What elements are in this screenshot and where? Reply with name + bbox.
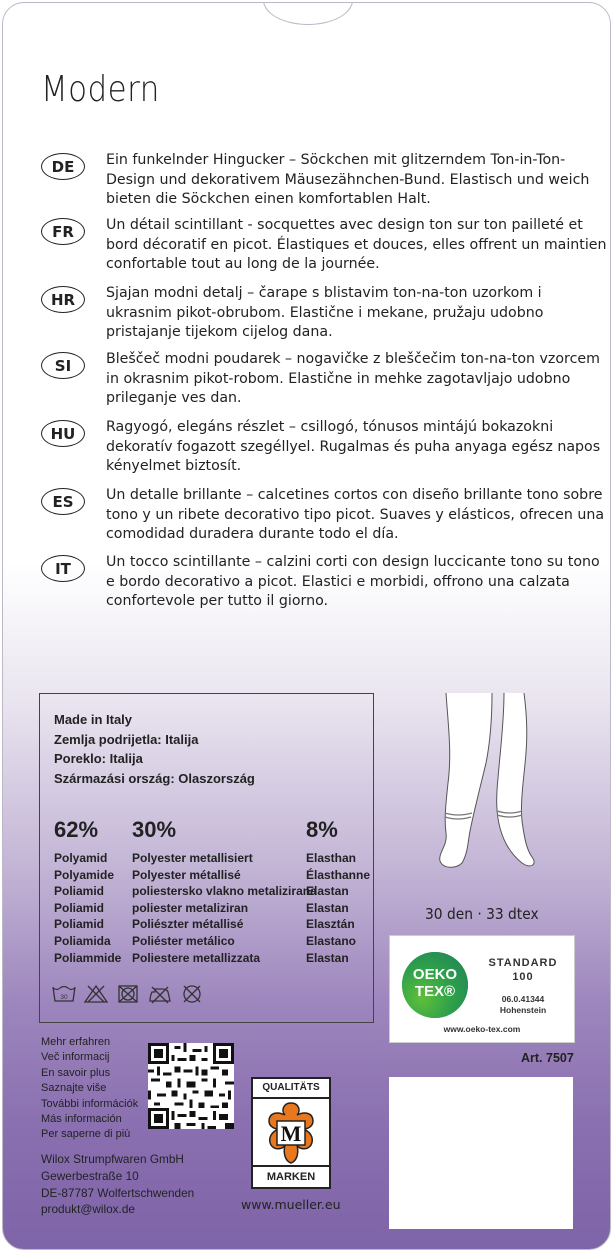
lang-text: Un detalle brillante – calcetines cortos con diseño brillante tono sobre tono y un ribete decorativo tipo picot. Suaves y elásticos, ofrecen una comodidad duradera durante todo el día. [106,487,605,542]
more-info-line: Mehr erfahren [41,1036,111,1048]
qualitaets-marken-logo [251,1077,331,1189]
oeko-cert-number: 06.0.41344 [501,994,545,1004]
composition-box [39,693,374,1023]
percent-elasthan: 8% [306,817,338,842]
qualitaets-letter: M [280,1121,302,1146]
article-number: Art. 7507 [521,1051,574,1065]
fiber-name: poliester metaliziran [132,900,249,915]
fiber-name: Poliamid [54,884,105,899]
product-card [2,2,611,1250]
oeko-line1: OEKO [412,966,458,983]
origin-line: Made in Italy [54,712,133,727]
website-link[interactable]: www.mueller.eu [241,1197,341,1212]
no-iron-icon [148,984,172,1004]
wash-30-icon [52,984,76,1004]
oeko-line2: TEX® [414,983,456,1000]
fiber-name: Polyamid [54,851,108,865]
hang-hole [263,2,353,25]
more-info-line: Per saperne di più [41,1128,131,1141]
fiber-name: Poliamid [54,900,105,915]
fiber-name: Polyester metallisiert [132,851,253,865]
oeko-standard-number: 100 [512,971,534,983]
product-title: Modern [41,69,160,110]
fiber-name: Elastan [306,900,349,915]
origin-list [54,710,255,788]
no-tumble-dry-icon [116,984,140,1004]
more-info-line: Saznajte više [41,1082,107,1095]
fiber-name: Poliéster metálico [132,933,235,948]
fiber-name: Elastano [306,933,357,948]
oeko-url: www.oeko-tex.com [443,1024,521,1034]
fiber-name: Élasthanne [306,867,371,882]
company-city: DE-87787 Wolfertschwenden [41,1185,195,1200]
no-bleach-icon [84,984,108,1004]
more-info-line: További információk [41,1097,139,1110]
percent-polyester: 30% [132,817,177,842]
lang-badge: HU [41,420,85,447]
oeko-tex-label [389,935,575,1043]
fiber-name: Polyamide [54,867,115,882]
qualitaets-top-text: QUALITÄTS [253,1079,329,1099]
origin-line: Származási ország: Olaszország [54,770,255,786]
fiber-name: Polyester métallisé [132,867,241,882]
origin-line: Zemlja podrijetla: Italija [54,731,199,747]
fiber-name: Elastan [306,950,349,965]
company-name: Wilox Strumpfwaren GmbH [41,1152,184,1166]
oeko-institute: Hohenstein [499,1005,547,1015]
barcode-area [389,1077,573,1229]
denier-label: 30 den · 33 dtex [425,905,539,923]
oeko-tex-logo [402,952,468,1018]
oeko-cert [480,994,566,1016]
more-info-list [41,1035,138,1143]
qualitaets-emblem-icon [253,1099,329,1167]
fiber-name: Poliészter métallisé [132,917,244,932]
wash-temp-label: 30 [60,994,68,1001]
percent-polyamid: 62% [54,817,99,842]
company-email[interactable]: produkt@wilox.de [41,1202,135,1217]
origin-line: Poreklo: Italija [54,751,143,766]
lang-text: Sjajan modni detalj – čarape s blistavim ton-na-ton uzorkom i ukrasnim pikot-obrubom. Elastične i mekane, pružaju udobno pristajanje tijekom cijelog dana. [106,285,544,340]
fiber-column-elasthan [306,850,370,966]
lang-text: Ein funkelnder Hingucker – Söckchen mit glitzerndem Ton-in-Ton-Design und dekorativem Mäusezähnchen-Bund. Elastisch und weich bieten die Söckchen einen komfortablen Halt. [106,152,590,207]
oeko-standard-label: STANDARD [488,957,558,969]
company-address [41,1151,194,1218]
oeko-standard [480,956,566,984]
more-info-line: Več informacij [41,1051,110,1064]
lang-badge: FR [41,218,85,245]
lang-text: Bleščeč modni poudarek – nogavičke z bleščečim ton-na-ton vzorcem in okrasnim pikot-robom. Elastične in mehke zagotavljajo udobno prileganje ves dan. [106,351,600,406]
qualitaets-bottom-text: MARKEN [253,1165,329,1187]
fiber-name: Elastan [306,884,349,899]
fiber-column-polyester [132,850,317,966]
lang-badge: HR [41,286,85,313]
fiber-name: Poliamid [54,917,105,932]
lang-text: Un détail scintillant - socquettes avec design ton sur ton pailleté et bord décoratif en picot. Élastiques et douces, elles offrent un maintien confortable tout au long de la journée. [106,217,607,272]
lang-badge: ES [41,488,85,515]
fiber-name: Poliamida [54,933,111,948]
fiber-name: Elasztán [306,917,355,932]
more-info-line: Más información [41,1113,122,1126]
qr-code-icon[interactable] [148,1043,234,1129]
company-street: Gewerbestraße 10 [41,1168,139,1183]
fiber-name: poliestersko vlakno metalizirana [132,884,317,899]
more-info-line: En savoir plus [41,1066,111,1079]
care-symbols [52,984,204,1004]
fiber-column-polyamid [54,850,121,966]
fiber-name: Poliestere metallizzata [132,950,261,965]
lang-badge: IT [41,555,85,582]
lang-badge: SI [41,352,85,379]
lang-text: Un tocco scintillante – calzini corti con design luccicante tono su tono e bordo decorativo a picot. Elastici e morbidi, offrono una calzata confortevole per tutto il giorno. [106,554,600,609]
fiber-name: Elasthan [306,851,357,865]
lang-badge: DE [41,153,85,180]
legs-illustration [408,693,568,873]
no-dry-clean-icon [180,984,204,1004]
lang-text: Ragyogó, elegáns részlet – csillogó, tónusos mintájú bokazokni dekoratív fogazott szegéllyel. Rugalmas és puha anyaga egész napos kényelmet biztosít. [106,419,601,474]
fiber-name: Poliammide [54,950,122,965]
